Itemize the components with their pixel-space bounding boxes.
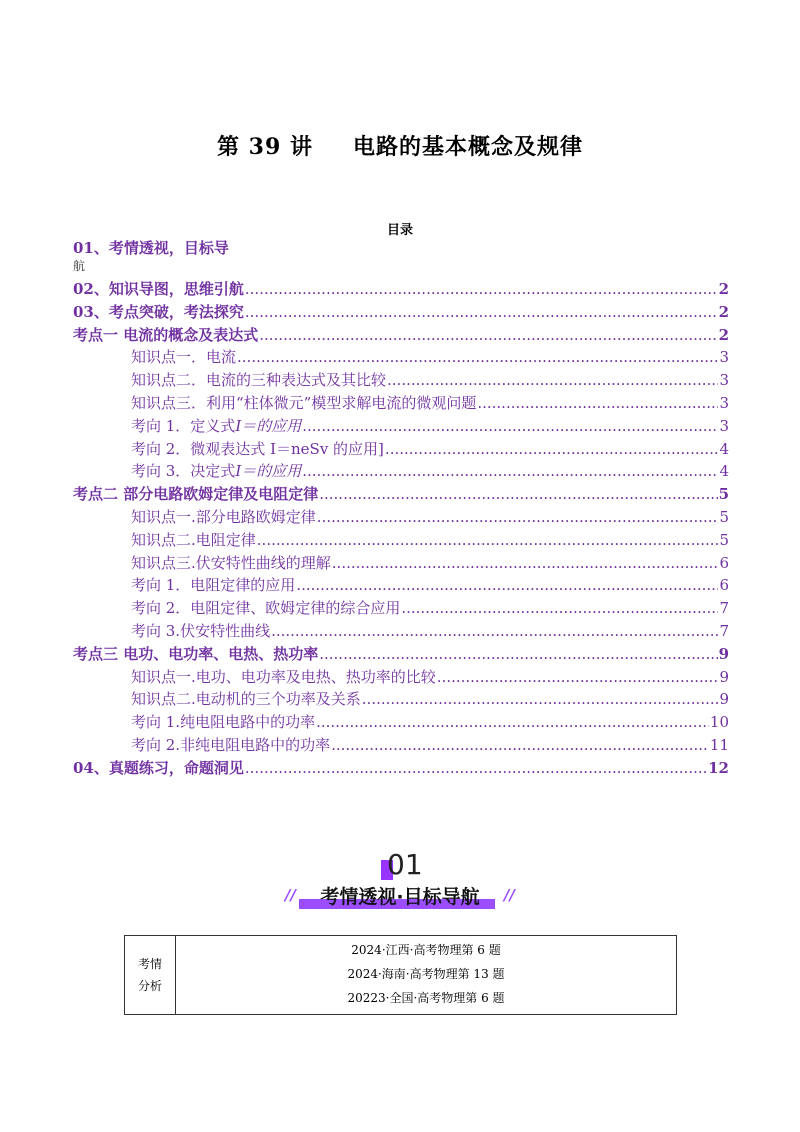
toc-dot-leader	[331, 734, 709, 757]
toc-page-number: 6	[719, 576, 729, 595]
toc-entry[interactable]	[73, 369, 729, 392]
toc-entry-label: 考向 2．电阻定律、欧姆定律的综合应用	[131, 599, 401, 618]
section-title: 考情透视·目标导航	[320, 886, 480, 908]
toc-dot-leader	[296, 574, 718, 597]
toc-page-number: 9	[719, 690, 729, 709]
lecture-number: 第 39 讲	[217, 134, 313, 160]
toc-page-number: 2	[718, 280, 729, 298]
analysis-item: 2024·江西·高考物理第 6 题	[351, 943, 501, 957]
toc-dot-leader	[245, 757, 707, 780]
toc-entry[interactable]	[73, 597, 729, 620]
toc-dot-leader	[477, 392, 718, 415]
toc-entry[interactable]	[73, 324, 729, 347]
toc-dot-leader	[245, 278, 718, 301]
toc-entry-label: 04、真题练习，命题洞见	[73, 758, 244, 777]
toc-dot-leader	[259, 324, 717, 347]
toc-entry[interactable]	[73, 392, 729, 415]
toc-entry-label: 考向 3．决定式	[131, 462, 236, 481]
toc-entry[interactable]	[73, 711, 729, 734]
toc-entry-formula: I＝的应用	[235, 416, 302, 435]
toc-entry-label: 03、考点突破，考法探究	[73, 302, 244, 321]
toc-page-number: 3	[719, 393, 729, 412]
toc-page-number: 2	[718, 325, 729, 344]
toc-entry-wrap-text: 航	[73, 259, 86, 273]
toc-page-number: 3	[719, 416, 729, 435]
toc-dot-leader	[317, 506, 719, 529]
section-banner	[285, 882, 515, 912]
analysis-label-line2: 分析	[137, 979, 162, 993]
toc-entry-first[interactable]	[73, 238, 729, 258]
toc-entry[interactable]	[73, 574, 729, 597]
analysis-items-cell	[176, 936, 677, 1015]
toc-entry-label: 知识点一．电流	[131, 348, 237, 367]
toc-dot-leader	[245, 301, 718, 324]
toc-dot-leader	[316, 711, 709, 734]
toc-dot-leader	[271, 620, 718, 643]
toc-entry-label: 考向 1.纯电阻电路中的功率	[131, 713, 316, 732]
toc-entry[interactable]	[73, 643, 729, 666]
toc-entry[interactable]	[73, 460, 729, 483]
toc-entry-label: 考向 1．定义式	[131, 416, 236, 435]
analysis-table	[124, 935, 677, 1015]
toc-page-number: 12	[708, 758, 729, 777]
table-of-contents	[73, 238, 729, 780]
toc-page-number: 6	[719, 553, 729, 572]
page-title	[0, 130, 800, 161]
toc-entry[interactable]	[73, 438, 729, 461]
toc-entry[interactable]	[73, 734, 729, 757]
toc-page-number: 2	[718, 302, 729, 321]
toc-dot-leader	[385, 438, 719, 461]
toc-entry-label: 考点三 电功、电功率、电热、热功率	[73, 644, 319, 663]
toc-page-number: 5	[719, 530, 729, 549]
analysis-label-line1: 考情	[137, 957, 162, 971]
toc-entry[interactable]	[73, 757, 729, 780]
toc-dot-leader	[237, 346, 718, 369]
banner-deco-left: //	[285, 886, 296, 904]
toc-entry-label: 考向 1．电阻定律的应用	[131, 576, 296, 595]
toc-page-number: 5	[718, 485, 729, 504]
toc-entry-label: 知识点一.部分电路欧姆定律	[131, 507, 316, 526]
toc-dot-leader	[319, 483, 717, 506]
toc-entry-label: 知识点一.电功、电功率及电热、热功率的比较	[131, 667, 436, 686]
toc-entry-label: 考点一 电流的概念及表达式	[73, 325, 259, 344]
toc-entry[interactable]	[73, 506, 729, 529]
toc-entry-formula: I＝的应用	[235, 462, 302, 481]
toc-page-number: 7	[719, 621, 729, 640]
toc-dot-leader	[437, 666, 719, 689]
section-number: 01	[387, 848, 427, 881]
toc-page-number: 4	[719, 439, 729, 458]
toc-entry-label: 知识点二.电阻定律	[131, 530, 256, 549]
toc-dot-leader	[401, 597, 718, 620]
toc-entry[interactable]	[73, 301, 729, 324]
banner-deco-right: //	[504, 886, 515, 904]
toc-entry[interactable]	[73, 552, 729, 575]
toc-entry-label: 知识点三.伏安特性曲线的理解	[131, 553, 331, 572]
toc-page-number: 9	[719, 667, 729, 686]
toc-entry-label: 考点二 部分电路欧姆定律及电阻定律	[73, 485, 319, 504]
toc-entry[interactable]	[73, 346, 729, 369]
toc-dot-leader	[302, 415, 718, 438]
toc-dot-leader	[387, 369, 718, 392]
lecture-title: 电路的基本概念及规律	[352, 134, 583, 160]
toc-dot-leader	[362, 688, 719, 711]
toc-entry[interactable]	[73, 688, 729, 711]
toc-page-number: 3	[719, 348, 729, 367]
toc-page-number: 11	[709, 735, 729, 754]
toc-dot-leader	[319, 643, 717, 666]
toc-entry[interactable]	[73, 415, 729, 438]
toc-rows	[73, 278, 729, 780]
toc-entry[interactable]	[73, 483, 729, 506]
toc-entry-label: 考向 2.非纯电阻电路中的功率	[131, 735, 331, 754]
toc-page-number: 9	[718, 644, 729, 663]
toc-entry-label: 知识点二.电动机的三个功率及关系	[131, 690, 361, 709]
toc-page-number: 10	[709, 713, 729, 732]
toc-entry-label: 01、考情透视，目标导	[73, 239, 229, 257]
toc-entry-label: 知识点二．电流的三种表达式及其比较	[131, 371, 387, 390]
analysis-item: 20223·全国·高考物理第 6 题	[347, 991, 505, 1005]
toc-page-number: 3	[719, 371, 729, 390]
toc-dot-leader	[302, 460, 718, 483]
toc-entry-label: 考向 3.伏安特性曲线	[131, 621, 271, 640]
toc-page-number: 4	[719, 462, 729, 481]
toc-entry[interactable]	[73, 666, 729, 689]
analysis-item: 2024·海南·高考物理第 13 题	[347, 967, 505, 981]
toc-dot-leader	[332, 552, 719, 575]
toc-dot-leader	[257, 529, 719, 552]
toc-page-number: 7	[719, 599, 729, 618]
toc-heading: 目录	[386, 223, 413, 238]
toc-entry[interactable]	[73, 278, 729, 301]
toc-entry[interactable]	[73, 529, 729, 552]
toc-entry-label: 知识点三．利用“柱体微元”模型求解电流的微观问题	[131, 393, 477, 412]
toc-page-number: 5	[719, 507, 729, 526]
toc-entry-label: 考向 2．微观表达式 I＝neSv 的应用]	[131, 439, 384, 458]
toc-entry-label: 02、知识导图，思维引航	[73, 280, 244, 298]
toc-entry[interactable]	[73, 620, 729, 643]
analysis-label-cell	[125, 936, 176, 1015]
